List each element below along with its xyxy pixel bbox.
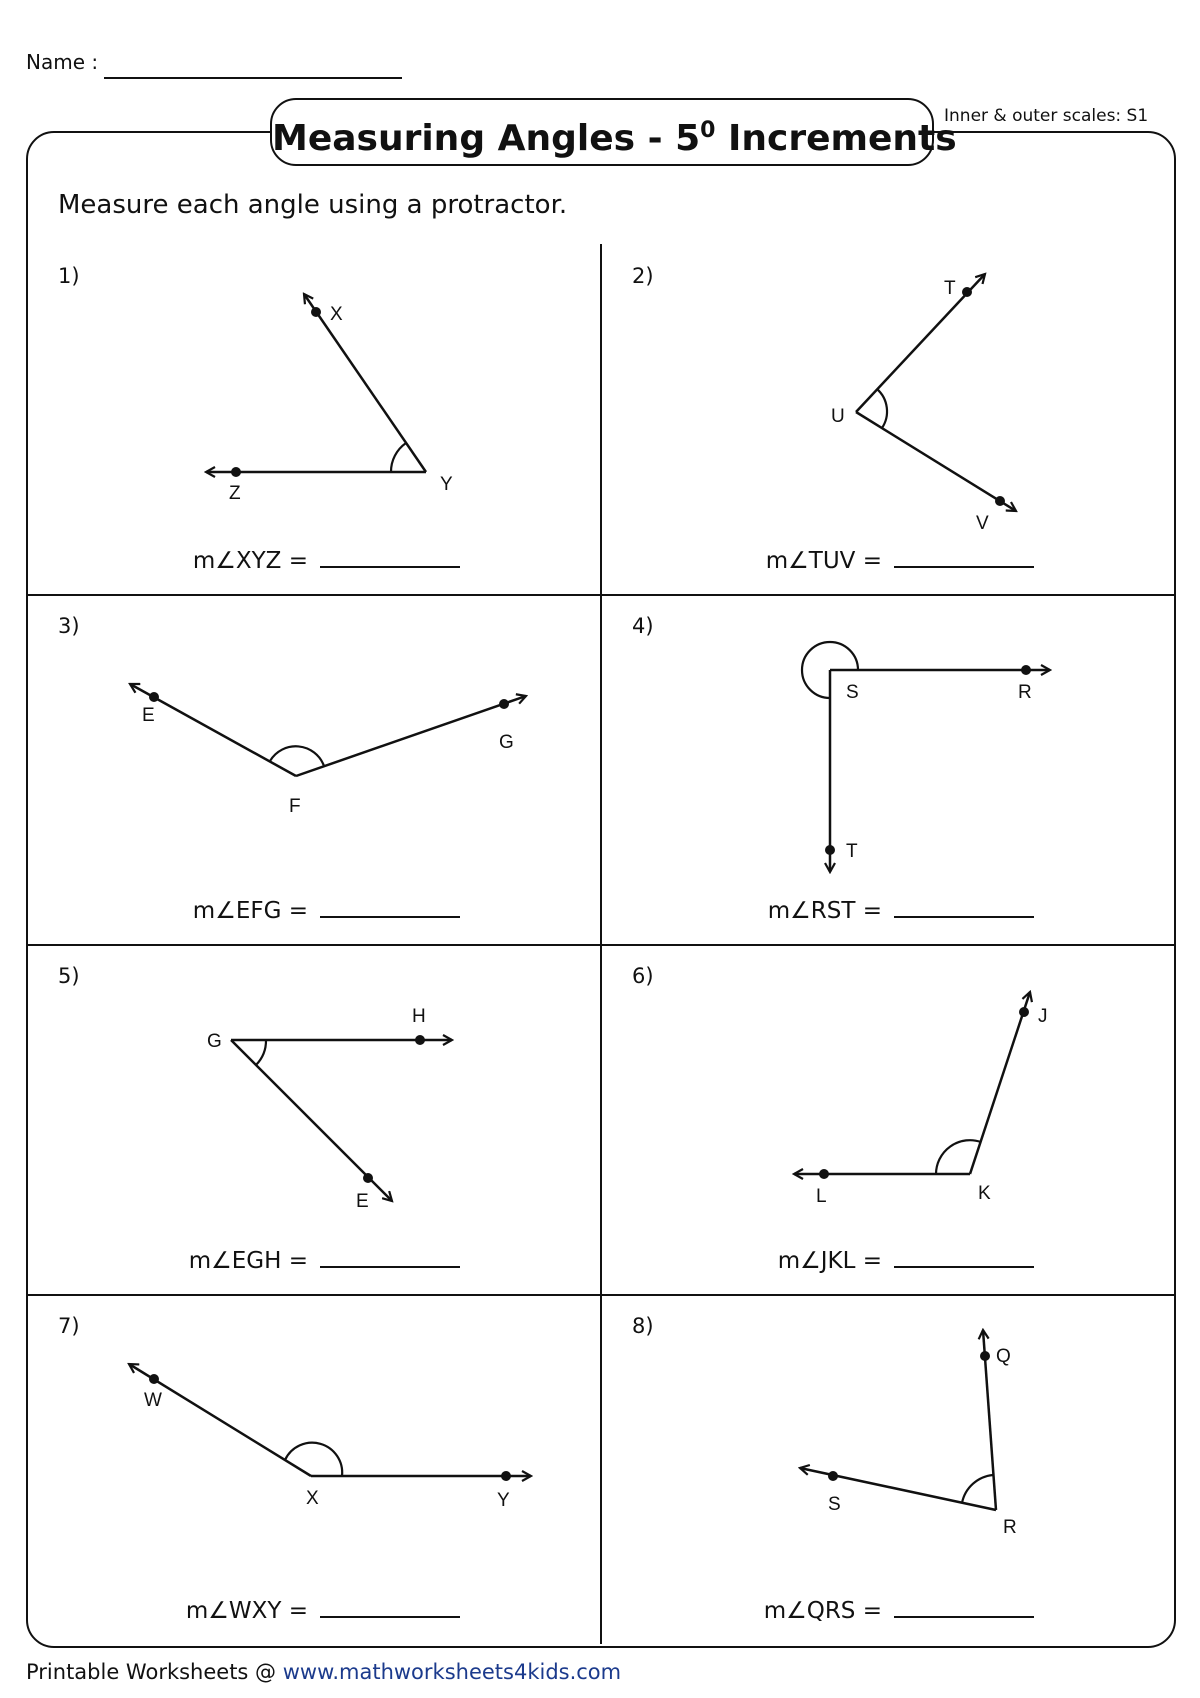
vertex-label: G xyxy=(207,1031,222,1052)
point-label: T xyxy=(944,278,956,299)
answer-line xyxy=(768,896,1034,924)
vertex-label: Y xyxy=(440,474,453,495)
answer-blank[interactable] xyxy=(894,1596,1034,1618)
point-label: J xyxy=(1038,1006,1048,1027)
angle-figure-3 xyxy=(26,594,600,944)
point-label: R xyxy=(1018,682,1032,703)
footer xyxy=(26,1660,621,1684)
footer-prefix: Printable Worksheets @ xyxy=(26,1660,283,1684)
angle-figure-4 xyxy=(600,594,1174,944)
point-label: E xyxy=(142,705,155,726)
scale-note: Inner & outer scales: S1 xyxy=(944,106,1149,126)
answer-blank[interactable] xyxy=(894,1246,1034,1268)
point-label: X xyxy=(330,304,343,325)
problem-3 xyxy=(26,594,600,944)
problem-2 xyxy=(600,244,1174,594)
problem-4 xyxy=(600,594,1174,944)
problem-number: 7) xyxy=(58,1314,80,1338)
problem-number: 6) xyxy=(632,964,654,988)
answer-blank[interactable] xyxy=(320,896,460,918)
point-label: T xyxy=(846,841,858,862)
title-end: Increments xyxy=(715,118,957,159)
vertex-label: F xyxy=(289,796,301,817)
footer-link[interactable]: www.mathworksheets4kids.com xyxy=(282,1660,622,1684)
title-main: Measuring Angles - 5 xyxy=(272,118,701,159)
answer-line xyxy=(764,1596,1034,1624)
page-title xyxy=(270,98,957,166)
point-label: L xyxy=(816,1186,827,1207)
name-field[interactable] xyxy=(104,77,402,79)
angle-figure-8 xyxy=(600,1294,1174,1644)
answer-blank[interactable] xyxy=(894,896,1034,918)
problem-number: 2) xyxy=(632,264,654,288)
angle-figure-5 xyxy=(26,944,600,1294)
answer-label: m∠QRS = xyxy=(763,1598,882,1624)
vertex-label: R xyxy=(1003,1517,1017,1538)
answer-label: m∠WXY = xyxy=(185,1598,308,1624)
answer-blank[interactable] xyxy=(320,546,460,568)
point-label: G xyxy=(499,732,514,753)
problem-7 xyxy=(26,1294,600,1644)
point-label: Z xyxy=(229,483,241,504)
vertex-label: S xyxy=(846,682,859,703)
problem-number: 5) xyxy=(58,964,80,988)
answer-blank[interactable] xyxy=(320,1596,460,1618)
point-label: Q xyxy=(996,1346,1011,1367)
answer-label: m∠XYZ = xyxy=(192,548,308,574)
answer-line xyxy=(193,546,460,574)
point-label: E xyxy=(356,1191,369,1212)
problem-number: 8) xyxy=(632,1314,654,1338)
angle-figure-1 xyxy=(26,244,600,594)
angle-figure-6 xyxy=(600,944,1174,1294)
answer-line xyxy=(193,896,460,924)
answer-blank[interactable] xyxy=(320,1246,460,1268)
name-label: Name : xyxy=(26,50,99,74)
vertex-label: X xyxy=(306,1488,319,1509)
problem-1 xyxy=(26,244,600,594)
problem-number: 3) xyxy=(58,614,80,638)
answer-blank[interactable] xyxy=(894,546,1034,568)
point-label: W xyxy=(144,1390,162,1411)
angle-figure-7 xyxy=(26,1294,600,1644)
answer-label: m∠EGH = xyxy=(188,1248,308,1274)
angle-figure-2 xyxy=(600,244,1174,594)
vertex-label: K xyxy=(978,1183,991,1204)
instructions: Measure each angle using a protractor. xyxy=(58,190,568,220)
problem-6 xyxy=(600,944,1174,1294)
answer-line xyxy=(766,546,1034,574)
problem-number: 4) xyxy=(632,614,654,638)
problem-number: 1) xyxy=(58,264,80,288)
title-superscript: 0 xyxy=(700,118,716,143)
point-label: V xyxy=(976,513,989,534)
answer-line xyxy=(186,1596,460,1624)
vertex-label: U xyxy=(831,406,845,427)
answer-label: m∠JKL = xyxy=(777,1248,882,1274)
answer-label: m∠RST = xyxy=(767,898,882,924)
point-label: S xyxy=(828,1494,841,1515)
point-label: H xyxy=(412,1006,426,1027)
answer-line xyxy=(189,1246,460,1274)
point-label: Y xyxy=(497,1490,510,1511)
answer-label: m∠EFG = xyxy=(192,898,308,924)
answer-line xyxy=(778,1246,1034,1274)
problem-5 xyxy=(26,944,600,1294)
answer-label: m∠TUV = xyxy=(765,548,882,574)
problem-8 xyxy=(600,1294,1174,1644)
